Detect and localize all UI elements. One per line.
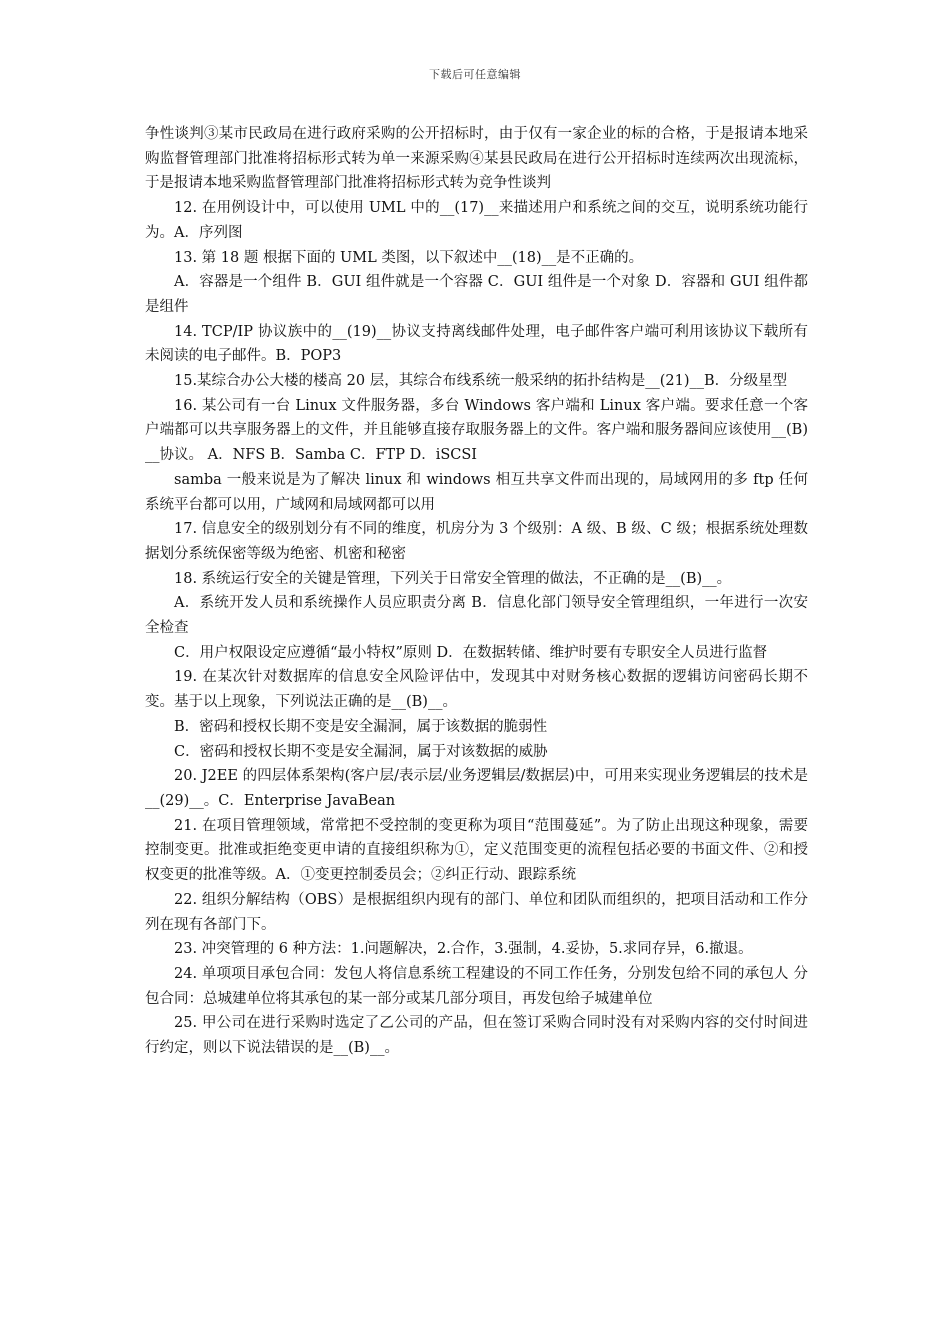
paragraph: 14. TCP/IP 协议族中的__(19)__协议支持离线邮件处理，电子邮件客户端可利用该协议下载所有未阅读的电子邮件。B．POP3 [145, 323, 808, 365]
paragraph: 13. 第 18 题 根据下面的 UML 类图，以下叙述中__(18)__是不正确的。 [174, 249, 644, 266]
paragraph: 争性谈判③某市民政局在进行政府采购的公开招标时，由于仅有一家企业的标的合格，于是报请本地采购监督管理部门批准将招标形式转为单一来源采购④某县民政局在进行公开招标时连续两次出现流标，于是报请本地采购监督管理部门批准将招标形式转为竞争性谈判 [145, 126, 808, 192]
paragraph: 22. 组织分解结构（OBS）是根据组织内现有的部门、单位和团队而组织的，把项目活动和工作分列在现有各部门下。 [145, 891, 808, 933]
paragraph: 24. 单项项目承包合同：发包人将信息系统工程建设的不同工作任务，分别发包给不同的承包人 分包合同：总城建单位将其承包的某一部分或某几部分项目，再发包给子城建单位 [145, 965, 808, 1007]
paragraph: 16. 某公司有一台 Linux 文件服务器，多台 Windows 客户端和 Linux 客户端。要求任意一个客户端都可以共享服务器上的文件，并且能够直接存取服务器上的文件。客户端和服务器间应该使用__(B)__协议。 A．NFS B．Samba C．FTP D．iSCSI [145, 397, 808, 464]
document-body [145, 122, 808, 1061]
paragraph: C．密码和授权长期不变是安全漏洞，属于对该数据的威胁 [174, 743, 548, 760]
paragraph: 23. 冲突管理的 6 种方法：1.问题解决，2.合作，3.强制，4.妥协，5.求同存异，6.撤退。 [174, 941, 753, 958]
paragraph: 17. 信息安全的级别划分有不同的维度，机房分为 3 个级别：A 级、B 级、C 级；根据系统处理数据划分系统保密等级为绝密、机密和秘密 [145, 521, 808, 562]
paragraph: C．用户权限设定应遵循“最小特权”原则 D．在数据转储、维护时要有专职安全人员进行监督 [174, 644, 768, 661]
paragraph: 19. 在某次针对数据库的信息安全风险评估中，发现其中对财务核心数据的逻辑访问密码长期不变。基于以上现象，下列说法正确的是__(B)__。 [145, 669, 808, 711]
paragraph: 18. 系统运行安全的关键是管理，下列关于日常安全管理的做法，不正确的是__(B)__。 [174, 570, 732, 587]
paragraph: 20. J2EE 的四层体系架构(客户层/表示层/业务逻辑层/数据层)中，可用来实现业务逻辑层的技术是__(29)__。C．Enterprise JavaBean [145, 768, 808, 809]
paragraph: B．密码和授权长期不变是安全漏洞，属于该数据的脆弱性 [174, 718, 548, 735]
paragraph: A．容器是一个组件 B．GUI 组件就是一个容器 C．GUI 组件是一个对象 D．容器和 GUI 组件都是组件 [145, 274, 808, 315]
paragraph: samba 一般来说是为了解决 linux 和 windows 相互共享文件而出现的，局域网用的多 ftp 任何系统平台都可以用，广域网和局域网都可以用 [145, 471, 808, 513]
paragraph: 25. 甲公司在进行采购时选定了乙公司的产品，但在签订采购合同时没有对采购内容的交付时间进行约定，则以下说法错误的是__(B)__。 [145, 1015, 808, 1057]
paragraph: 15.某综合办公大楼的楼高 20 层，其综合布线系统一般采纳的拓扑结构是__(21)__B．分级星型 [174, 373, 788, 390]
paragraph: 12. 在用例设计中，可以使用 UML 中的__(17)__来描述用户和系统之间的交互，说明系统功能行为。A．序列图 [145, 200, 808, 241]
page-header: 下载后可任意编辑 [429, 68, 521, 81]
paragraph: A．系统开发人员和系统操作人员应职责分离 B．信息化部门领导安全管理组织，一年进行一次安全检查 [145, 595, 808, 637]
paragraph: 21. 在项目管理领域，常常把不受控制的变更称为项目“范围蔓延”。为了防止出现这种现象，需要控制变更。批准或拒绝变更申请的直接组织称为①，定义范围变更的流程包括必要的书面文件、②和授权变更的批准等级。A．①变更控制委员会；②纠正行动、跟踪系统 [145, 817, 808, 884]
